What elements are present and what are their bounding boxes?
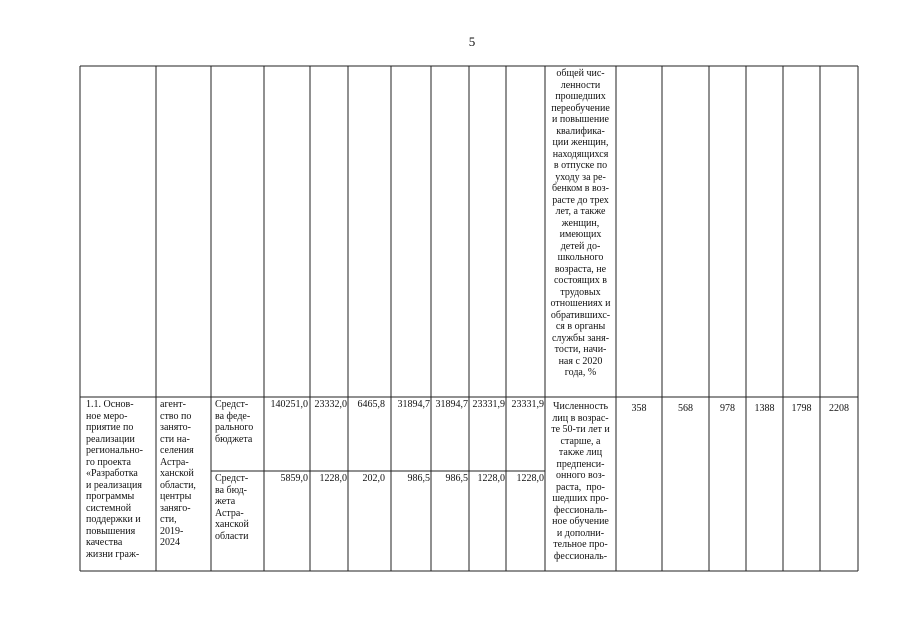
target-value: 358 — [631, 403, 647, 414]
measure-name: 1.1. Основ- ное меро- приятие по реализации регионально- го проекта «Разработка и реализация программы системной поддержки и повышения качества жизни граж- — [86, 399, 144, 560]
target-value: 2208 — [829, 403, 849, 414]
target-value: 1798 — [791, 403, 812, 414]
indicator-top-text: общей чис- ленности прошедших переобучение и повышение квалифика- ции женщин, находящихся в отпуске по уходу за ре- бенком в воз- расте до трех лет, а также женщин, имеющих детей до- школьного возраста, не состоящих в трудовых отношениях и обратившихс- ся в органы службы заня- тости, начи- ная с 2020 года, % — [550, 68, 611, 378]
value-cell: 140251,0 — [270, 399, 308, 410]
value-cell: 23331,9 — [511, 399, 544, 410]
indicator-bottom-text: Численность лиц в возрас- те 50-ти лет и старше, а также лиц предпенси- онного воз- раста, про- шедших про- фессиональ- ное обучение и дополни- тельное про- фессиональ- — [551, 401, 610, 562]
value-cell: 1228,0 — [477, 473, 505, 484]
funding-source-regional: Средст- ва бюд- жета Астра- ханской области — [215, 473, 249, 542]
funding-source-federal: Средст- ва феде- рального бюджета — [215, 399, 254, 445]
target-value: 978 — [720, 403, 735, 414]
value-cell: 1228,0 — [516, 473, 544, 484]
value-cell: 6465,8 — [357, 399, 385, 410]
value-cell: 1228,0 — [319, 473, 347, 484]
value-cell: 986,5 — [445, 473, 468, 484]
value-cell: 31894,7 — [435, 399, 468, 410]
value-cell: 986,5 — [407, 473, 430, 484]
target-value: 1388 — [754, 403, 775, 414]
executor: агент- ство по занято- сти на- селения Астра- ханской области, центры заняго- сти, 2019- 2024 — [160, 399, 196, 548]
value-cell: 202,0 — [362, 473, 385, 484]
value-cell: 5859,0 — [280, 473, 308, 484]
value-cell: 31894,7 — [397, 399, 430, 410]
value-cell: 23331,9 — [472, 399, 505, 410]
target-value: 568 — [678, 403, 693, 414]
value-cell: 23332,0 — [314, 399, 347, 410]
page-number: 5 — [468, 34, 476, 49]
